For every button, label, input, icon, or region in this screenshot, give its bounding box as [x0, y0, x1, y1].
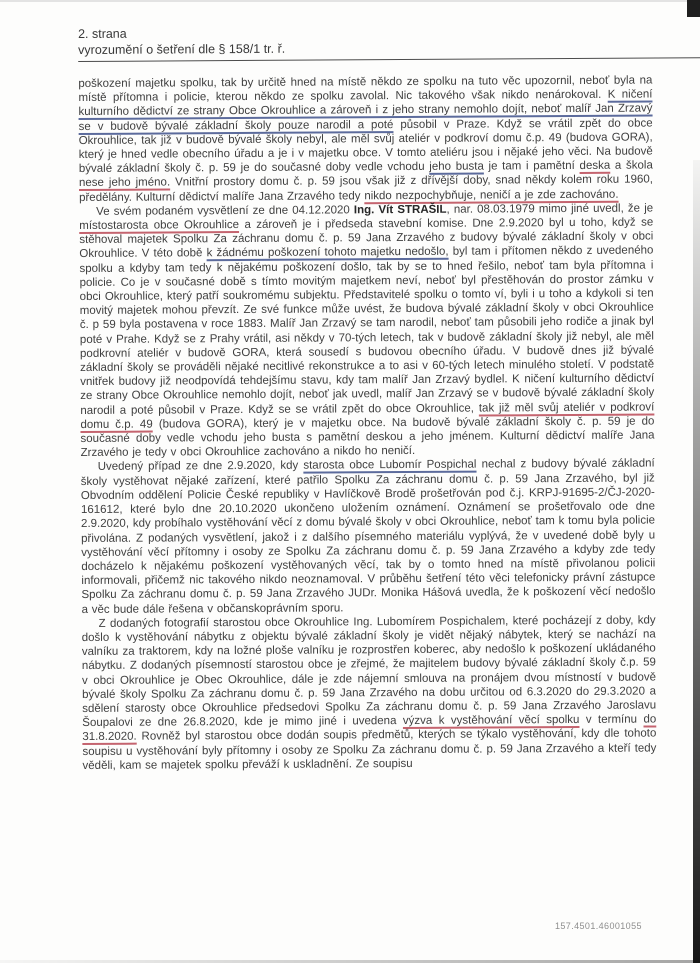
- paragraph: [79, 201, 655, 460]
- page-number: 2. strana: [78, 26, 127, 41]
- text-segment: Z dodaných fotografií starostou obce Okrouhlice Ing. Lubomírem Pospichalem, které pocházejí z doby, kdy došlo k vystěhování nábytku z objektu bývalé základní školy je vidět nějaký nábytek, který se nachází na valníku za traktorem, kdy na ložné ploše valníku je rozprostřen koberec, aby nedošlo k poškození ukládaného nábytku. Z dodaných písemností starostou obce je zřejmé, že majitelem budovy bývalé základní školy č.p. 59 v obci Okrouhlice je Obec Okrouhlice, dále je zde nájemní smlouva na pronájem dvou místností v budově bývalé školy Spolku Za záchranu domu č. p. 59 Jana Zrzavého na dobu určitou od 6.3.2020 do 29.3.2020 a sdělení starosty obce Okrouhlice předsedovi Spolku Za záchranu domu č. p. 59 Jana Zrzavého Jaroslavu Šoupalovi ze dne 26.8.2020, kde je mimo jiné i uvedena: [81, 614, 657, 730]
- scan-artifact-top-edge: [0, 0, 700, 2]
- page-content: [78, 22, 657, 772]
- document-body: [78, 73, 656, 772]
- text-segment: nechal z budovy bývalé základní školy vystěhovat nějaké zařízení, které patřilo Spolku Za záchranu domu č. p. 59 Jana Zrzavého, byl již Obvodním oddělení Policie České republiky v Havlíčkově Brodě prošetřován pod č.j. KRPJ-91695-2/ČJ-2020-161612, které bylo dne 20.10.2020 ukončeno uložením oznámení. Oznámení se prošetřovalo ode dne 2.9.2020, kdy probíhalo vystěhování věcí z domu bývalé školy v obci Okrouhlice, neboť tam k tomu byla policie přivolána. Z podaných vysvětlení, jakož i z dalšího písemného materiálu vyplývá, že v uvedené době byly u vystěhování věcí přítomny i osoby ze Spolku Za záchranu domu č. p. 59 Jana Zrzavého a kdyby zde tedy docházelo k nějakému poškození vystěhovaných věcí, tak by o tomto hned na místě přivolanou policii informovali, přičemž nic takového nikdo neoznamoval. V průběhu šetření této věci telefonicky právní zástupce Spolku Za záchranu domu č. p. 59 Jana Zrzavého JUDr. Monika Hášová uvedla, že k poškození věcí nedošlo a věc bude dále řešena v občanskoprávním sporu.: [80, 457, 656, 616]
- text-segment: Ve svém podaném vysvětlení ze dne 04.12.2020: [96, 204, 354, 218]
- text-segment: a škola: [610, 159, 653, 172]
- paragraph: [82, 613, 657, 773]
- footer-ref-number: 157.4501.46001055: [552, 920, 645, 932]
- text-segment: Vnitřní prostory domu č. p. 59 jsou však již z dřívější doby, snad někdy kolem roku 1960, předělány. Kulturní dědictví malíře Jana Zrzavého tedy: [79, 173, 653, 204]
- text-segment: v termínu: [579, 713, 644, 727]
- page-header: [78, 22, 652, 58]
- red-underlined-text: do 31.8.2020.: [82, 713, 657, 744]
- red-underlined-text: nikdo nezpochybňuje, neničí a je zde zachováno.: [364, 188, 619, 202]
- document-subject: vyrozumění o šetření dle § 158/1 tr. ř.: [78, 41, 286, 57]
- red-underlined-text: tak již měl svůj ateliér v podkroví domu č.p. 49: [80, 401, 655, 431]
- text-segment: byl tam i přítomen někdo z uvedeného spolku a kdyby tam tedy k nějakému poškození došlo, tak by se to hned řešilo, neboť tam byla přítomna i policie. Co je v současné době s tímto movitým majetkem neví, neboť byl přestěhován do prostor zámku v obci Okrouhlice, který patří soukromému subjektu. Představitelé spolku o tomto ví, byli i u toho a kdykoli si ten movitý majetek mohou převzít. Ze své funkce může uvést, že budova bývalé základní školy v obci Okrouhlice č. p 59 byla postavena v roce 1883. Malíř Jan Zrzavý se tam narodil, neboť tam působili jeho rodiče a jinak byl poté v Prahe. Když se z Prahy vrátil, asi někdy v 70-tých letech, tak v budově základní školy již nebyl, ale měl podkrovní ateliér v budově GORA, která sousedí s budovou obecního úřadu. V budově dnes již bývalé základní školy se prováděli nějaké necitlivé rekonstrukce a to asi v 60-tých letech minulého století. V podstatě vnitřek budovy již neodpovídá tehdejšímu stavu, kdy tam malíř Jan Zrzavý bydlel. K ničení kulturního dědictví ze strany Obce Okrouhlice nemohlo dojít, neboť jak uvedl, malíř Jan Zrzavý se v budově bývalé základní školy narodil a poté působil v Praze. Když se se vrátil zpět do obce Okrouhlice,: [79, 244, 655, 417]
- red-underlined-text: místostarosta obce Okrouhlice: [79, 219, 240, 233]
- text-segment: , nar. 08.03.1979 mimo jiné uvedl, že je: [446, 202, 654, 216]
- blue-underlined-text: k žádnému poškození tohoto majetku nedošlo,: [206, 246, 449, 260]
- scan-artifact-right-edge: [693, 160, 700, 963]
- text-segment: Rovněž byl starostou obce dodán soupis předmětů, kterých se týkalo vystěhování, kdy dle tohoto soupisu u vystěhování byly přítomny i osoby ze Spolku Za záchranu domu č. p. 59 Jana Zrzavého a kteří tedy věděli, kam se majetek spolku převáží k uskladnění. Ze soupisu: [82, 727, 657, 772]
- text-segment: Uvedený případ ze dne 2.9.2020, kdy: [97, 460, 304, 474]
- text-segment: působil v Praze. Když se vrátil zpět do obce Okrouhlice, tak již v budově bývalé školy nebyl, ale měl svůj ateliér v podkroví domu č.p. 49 (budova GORA), který je hned vedle obecního úřadu a je i v majetku obce. V tomto ateliéru jsou i nějaké jeho věci. Na budově bývalé základní školy č. p. 59 je do současné doby vedle vchodu: [78, 117, 653, 176]
- blue-underlined-text: K ničení kulturního dědictví ze strany Obce Okrouhlice a zároveň i z jeho strany nemohlo dojít, neboť malíř Jan Zrzavý se v budově bývalé základní školy pouze narodil a poté: [78, 88, 653, 133]
- blue-underlined-text: starosta obce Lubomír Pospichal: [303, 459, 477, 473]
- bold-text: Ing. Vít STRAŠIL: [353, 203, 447, 217]
- paragraph: [78, 73, 653, 204]
- red-underlined-text: výzva k vystěhování věcí spolku: [402, 714, 580, 728]
- paragraph: [81, 457, 656, 617]
- text-segment: poškození majetku spolku, tak by určitě hned na místě někdo ze spolku na tuto věc upozornil, neboť byla na místě přítomna i policie, kterou někdo ze spolku zavolal. Nic takového však nikdo nenárokoval.: [78, 74, 653, 105]
- red-underlined-text: nese jeho jméno.: [78, 176, 171, 190]
- text-segment: je tam i pamětní: [483, 160, 580, 173]
- blue-underlined-text: jeho busta: [429, 160, 484, 174]
- header-rule: [78, 57, 700, 62]
- red-underlined-text: deska: [579, 159, 611, 173]
- scan-artifact-corner: [687, 0, 700, 17]
- text-segment: (budova GORA), který je v majetku obce. Na budově bývalé základní školy č. p. 59 je do současné doby vedle vchodu jeho busta s pamětní deskou a jeho jménem. Kulturní dědictví malíře Jana Zrzavého je tedy v obci Okrouhlice zachováno a nikdo ho neničí.: [80, 415, 655, 460]
- text-segment: a zároveň je i předseda stavební komise. Dne 2.9.2020 byl u toho, když se stěhoval majetek Spolku Za záchranu domu č. p. 59 Jana Zrzavého z budovy bývalé základní školy v obci Okrouhlice. V této době: [79, 216, 654, 261]
